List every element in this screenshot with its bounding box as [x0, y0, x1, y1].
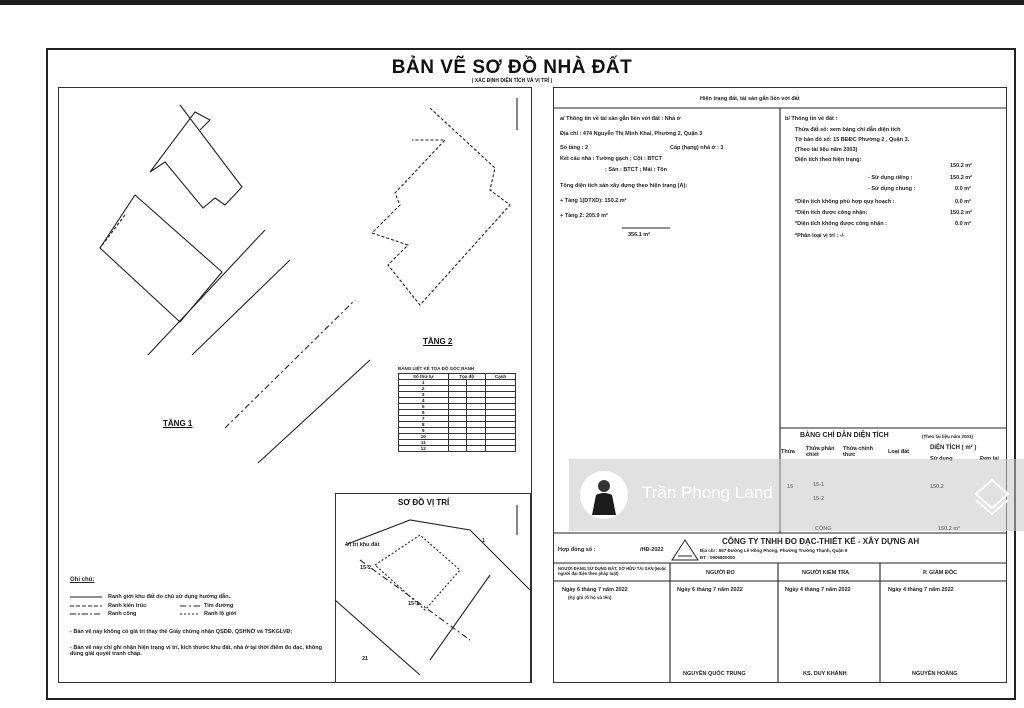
sign-name-checker: KS. DUY KHÁNH [803, 671, 847, 677]
sign-name-surveyor: NGUYỄN QUỐC TRUNG [683, 671, 746, 677]
company-address: Địa chỉ : 657 Đường Lê Hồng Phong, Phường Trường Thạnh, Quận 9 [700, 548, 848, 553]
section-a-line: + Tầng 2: 205.9 m² [560, 213, 608, 219]
company-name: CÔNG TY TNHH ĐO ĐẠC-THIẾT KẾ - XÂY DỰNG AH [722, 537, 920, 546]
table-row: 9 [399, 428, 516, 434]
legend-note: - Bản vẽ này chỉ ghi nhận hiện trạng vị trí, kích thước khu đất, nhà ở tại thời điểm đo đạc, không dùng giải quyết tranh chấp. [70, 645, 322, 657]
section-b-line: Diện tích theo hiện trạng: [795, 157, 862, 163]
person-icon [580, 471, 628, 519]
section-b-value: 150.2 m² [950, 163, 973, 169]
table-row: 5 [399, 404, 516, 410]
sign-date: Ngày 4 tháng 7 năm 2022 [785, 587, 851, 593]
location-map-label-site: Vị trí khu đất [346, 542, 380, 548]
table-row: 4 [399, 398, 516, 404]
area-table-source: (Theo tài liệu năm 2003) [922, 434, 974, 439]
table-row: 11 [399, 440, 516, 446]
table-row: 6 [399, 410, 516, 416]
section-b-line: *Diện tích không được công nhận : [795, 221, 887, 227]
sign-col-director: P. GIÁM ĐỐC [923, 570, 958, 576]
sign-date: Ngày 4 tháng 7 năm 2022 [888, 587, 954, 593]
area-table-title: BẢNG CHỈ DẪN DIỆN TÍCH [800, 432, 889, 439]
section-a-title: a/ Thông tin về tài sản gắn liền với đất : Nhà ở [560, 116, 681, 122]
legend-note: - Bản vẽ này không có giá trị thay thế Giấy chứng nhận QSDĐ, QSHNỞ và TSKGLVĐ; [70, 629, 293, 635]
area-col-dien-tich: DIỆN TÍCH ( m² ) [930, 445, 977, 451]
section-a-line: Kết cấu nhà : Tường gạch ; Cột : BTCT [560, 156, 662, 162]
sign-col-checker: NGƯỜI KIỂM TRA [802, 570, 850, 576]
floor1-label: TẦNG 1 [163, 419, 193, 428]
location-map-label-1: 1 [482, 538, 486, 544]
coord-head-edge: Cạnh [485, 374, 515, 380]
section-b-value: 150.2 m² [950, 175, 973, 181]
section-b-value: 0.0 m² [955, 199, 971, 205]
table-row: 1 [399, 380, 516, 386]
section-a-line: Số tầng : 2 [560, 145, 589, 151]
section-b-line: *Phân loại vị trí : -/- [795, 233, 845, 239]
table-row: 7 [399, 416, 516, 422]
section-a-total: 356.1 m² [628, 232, 651, 238]
sign-date: Ngày 6 tháng 7 năm 2022 [562, 587, 628, 593]
section-a-grade: Cấp (hạng) nhà ở : 3 [670, 145, 724, 151]
table-row: 8 [399, 422, 516, 428]
location-map-label-21: 21 [362, 656, 369, 662]
company-phone: ĐT : 0906800000 [700, 555, 736, 560]
document-subtitle: ( XÁC ĐỊNH DIỆN TÍCH VÀ VỊ TRÍ ) [471, 78, 553, 84]
area-col-thua: Thửa [781, 449, 795, 455]
coord-head-no: Số thứ tự [399, 374, 449, 380]
section-a-line: Địa chỉ : 474 Nguyễn Thị Minh Khai, Phường 2, Quận 3 [560, 131, 703, 137]
sign-date: Ngày 6 tháng 7 năm 2022 [677, 587, 743, 593]
floor2-label: TẦNG 2 [423, 337, 453, 346]
location-map-title: SƠ ĐỒ VỊ TRÍ [398, 498, 450, 507]
section-b-value: 0.0 m² [955, 186, 971, 192]
legend-item: Tim đường [204, 603, 234, 609]
coord-table-title: BẢNG LIỆT KÊ TỌA ĐỘ GÓC RANH [398, 366, 475, 371]
legend-item: Ranh lộ giới [204, 611, 237, 617]
section-a-line: Tổng diện tích sàn xây dựng theo hiện trạng (A): [560, 183, 688, 189]
legend-title: Ghi chú: [70, 577, 95, 583]
table-row: 3 [399, 392, 516, 398]
sign-col-surveyor: NGƯỜI ĐO [706, 570, 735, 576]
section-b-value: 150.2 m² [950, 210, 973, 216]
legend-item: Ranh giới khu đất do chủ sử dụng hướng dẫn. [108, 594, 231, 600]
area-col-loai-dat: Loại đất [888, 449, 910, 455]
sign-name-director: NGUYỄN HOÀNG [912, 671, 958, 677]
area-col-chinh-thuc: Thửa chính thức [843, 446, 873, 458]
location-map-label-151: 15-1 [408, 601, 420, 607]
section-b-title: b/ Thông tin về đất : [785, 116, 838, 122]
location-map-label-152: 15-2 [360, 565, 372, 571]
legend-item: Ranh kiến trúc [108, 603, 147, 609]
section-b-value: 0.0 m² [955, 221, 971, 227]
layers-logo-icon [972, 476, 1012, 516]
table-row: 10 [399, 434, 516, 440]
contract-no: /HĐ-2022 [640, 547, 664, 553]
section-b-line: - Sử dụng riêng : [868, 175, 913, 181]
area-col-phan-chiet: Thửa phân chiết [806, 446, 835, 458]
section-b-line: Thửa đất số: xem bảng chỉ dẫn diện tích [795, 127, 901, 133]
table-row: 2 [399, 386, 516, 392]
section-b-line: - Sử dụng chung : [868, 186, 916, 192]
sign-note: (Ký ghi rõ họ và tên) [568, 595, 612, 600]
watermark-avatar [580, 471, 628, 519]
coord-head-xy: Tọa độ [448, 374, 485, 380]
section-a-line: + Tầng 1(DTXD): 150.2 m² [560, 198, 627, 204]
sign-col-owner: NGƯỜI ĐANG SỬ DỤNG ĐẤT, SỞ HỮU TÀI SẢN (Hoặc người đại diện theo pháp luật) [558, 566, 667, 576]
section-b-line: (Theo tài liệu năm 2003) [795, 147, 858, 153]
watermark-text: Trần Phong Land [642, 483, 773, 502]
legend-item: Ranh công [108, 611, 137, 617]
section-b-line: Tờ bản đồ số: 15 BĐĐC Phường 2 , Quận 3. [795, 137, 910, 143]
right-panel-header: Hiện trạng đất, tài sản gắn liền với đất [700, 96, 800, 102]
watermark-banner [569, 459, 1024, 531]
table-row: 12 [399, 446, 516, 452]
contract-label: Hợp đồng số : [558, 547, 596, 553]
section-b-line: *Diện tích được công nhận: [795, 210, 868, 216]
section-a-line: ; Sàn : BTCT ; Mái : Tôn [605, 167, 668, 173]
section-b-line: *Diện tích không phù hợp quy hoạch : [795, 199, 895, 205]
document-title: BẢN VẼ SƠ ĐỒ NHÀ ĐẤT [391, 57, 633, 78]
